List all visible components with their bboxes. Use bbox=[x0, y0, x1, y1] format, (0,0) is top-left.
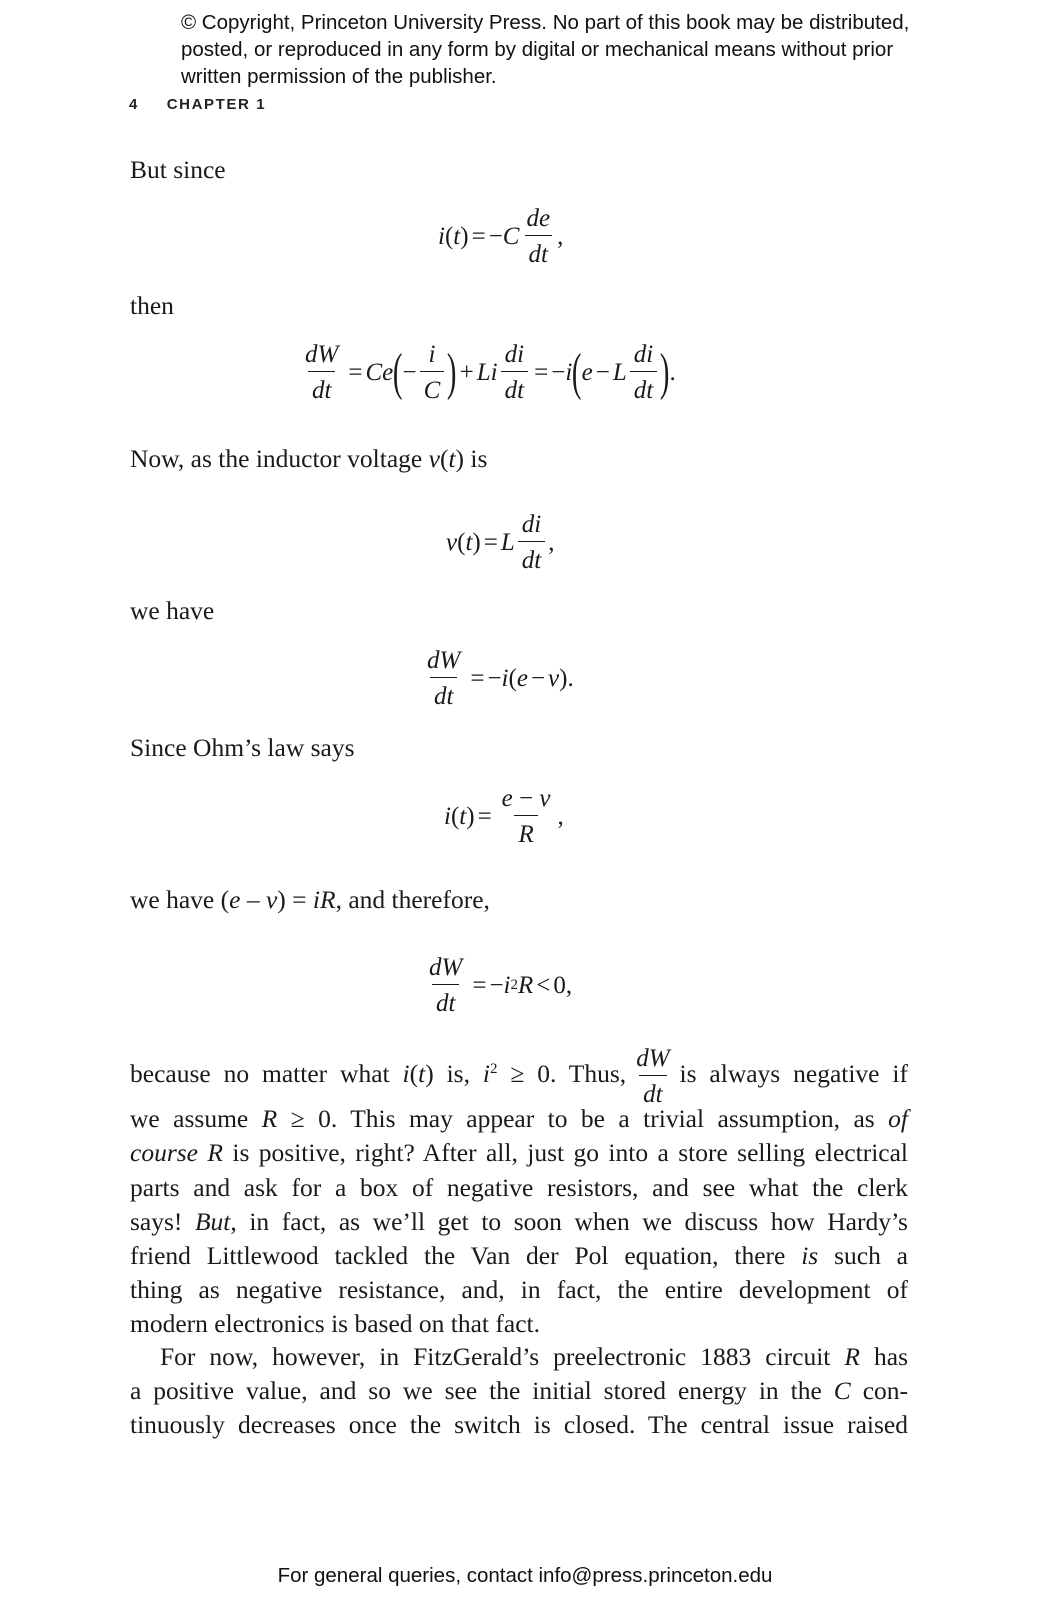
equation-2: $\frac{dW}{dt}$ = Ce ( − $\frac{i}{C}$ ) + Li $\frac{di}{dt}$ = − i ( e − L $\frac{di}{dt}$ ) . bbox=[305, 341, 676, 404]
page-number: 4 bbox=[129, 96, 139, 113]
paragraph-2 bbox=[130, 1340, 908, 1443]
footer-contact: For general queries, contact info@press.princeton.edu bbox=[277, 1564, 773, 1587]
paragraph-2-line-2: a positive value, and so we see the initial stored energy in the C con- bbox=[130, 1376, 908, 1406]
chapter-label: CHAPTER 1 bbox=[166, 96, 267, 113]
equation-4: $\frac{dW}{dt}$ = − i ( e − v ). bbox=[427, 647, 574, 710]
paragraph-1-line-8: modern electronics is based on that fact. bbox=[130, 1309, 540, 1339]
body-text-ohms-law: Since Ohm’s law says bbox=[130, 733, 355, 762]
body-text-inductor-voltage: Now, as the inductor voltage v(t) is bbox=[130, 444, 488, 473]
paragraph-1-line-5: says! But, in fact, as we’ll get to soon when we discuss how Hardy’s bbox=[130, 1206, 908, 1236]
equation-3: v ( t ) = L $\frac{di}{dt}$ , bbox=[446, 511, 555, 574]
paragraph-1-line-1: because no matter what i(t) is, $i^2 \ge 0$. Thus, $\frac{dW}{dt}$ is always negative if bbox=[130, 1044, 908, 1108]
paragraph-1-line-6: friend Littlewood tackled the Van der Pol equation, there is such a bbox=[130, 1240, 908, 1270]
paragraph-1-line-7: thing as negative resistance, and, in fact, the entire development of bbox=[130, 1275, 908, 1305]
running-header bbox=[129, 96, 266, 113]
paragraph-2-line-1: For now, however, in FitzGerald’s preelectronic 1883 circuit R has bbox=[160, 1342, 908, 1371]
paragraph-1 bbox=[130, 1044, 908, 1342]
equation-1: i ( t ) = − C $\frac{de}{dt}$ , bbox=[438, 205, 564, 268]
body-text-we-have: we have bbox=[130, 596, 215, 625]
body-text-therefore: we have (e – v) = iR, and therefore, bbox=[130, 885, 490, 914]
equation-5: i ( t ) = $\frac{e - v}{R}$ , bbox=[444, 785, 564, 848]
paragraph-1-line-4: parts and ask for a box of negative resistors, and see what the clerk bbox=[130, 1172, 908, 1202]
body-text-then: then bbox=[130, 291, 174, 320]
paragraph-2-line-3: tinuously decreases once the switch is closed. The central issue raised bbox=[130, 1410, 908, 1440]
equation-6: $\frac{dW}{dt}$ = − i 2 R < 0, bbox=[429, 954, 573, 1017]
paragraph-1-line-2: we assume R ≥ 0. This may appear to be a trivial assumption, as of bbox=[130, 1104, 908, 1134]
copyright-notice: © Copyright, Princeton University Press. No part of this book may be distributed, posted, or reproduced in any form by digital or mechanical means without prior written permission of the publisher. bbox=[181, 11, 910, 88]
paragraph-1-line-3: course R is positive, right? After all, just go into a store selling electrical bbox=[130, 1138, 908, 1168]
body-text-but-since: But since bbox=[130, 155, 226, 184]
